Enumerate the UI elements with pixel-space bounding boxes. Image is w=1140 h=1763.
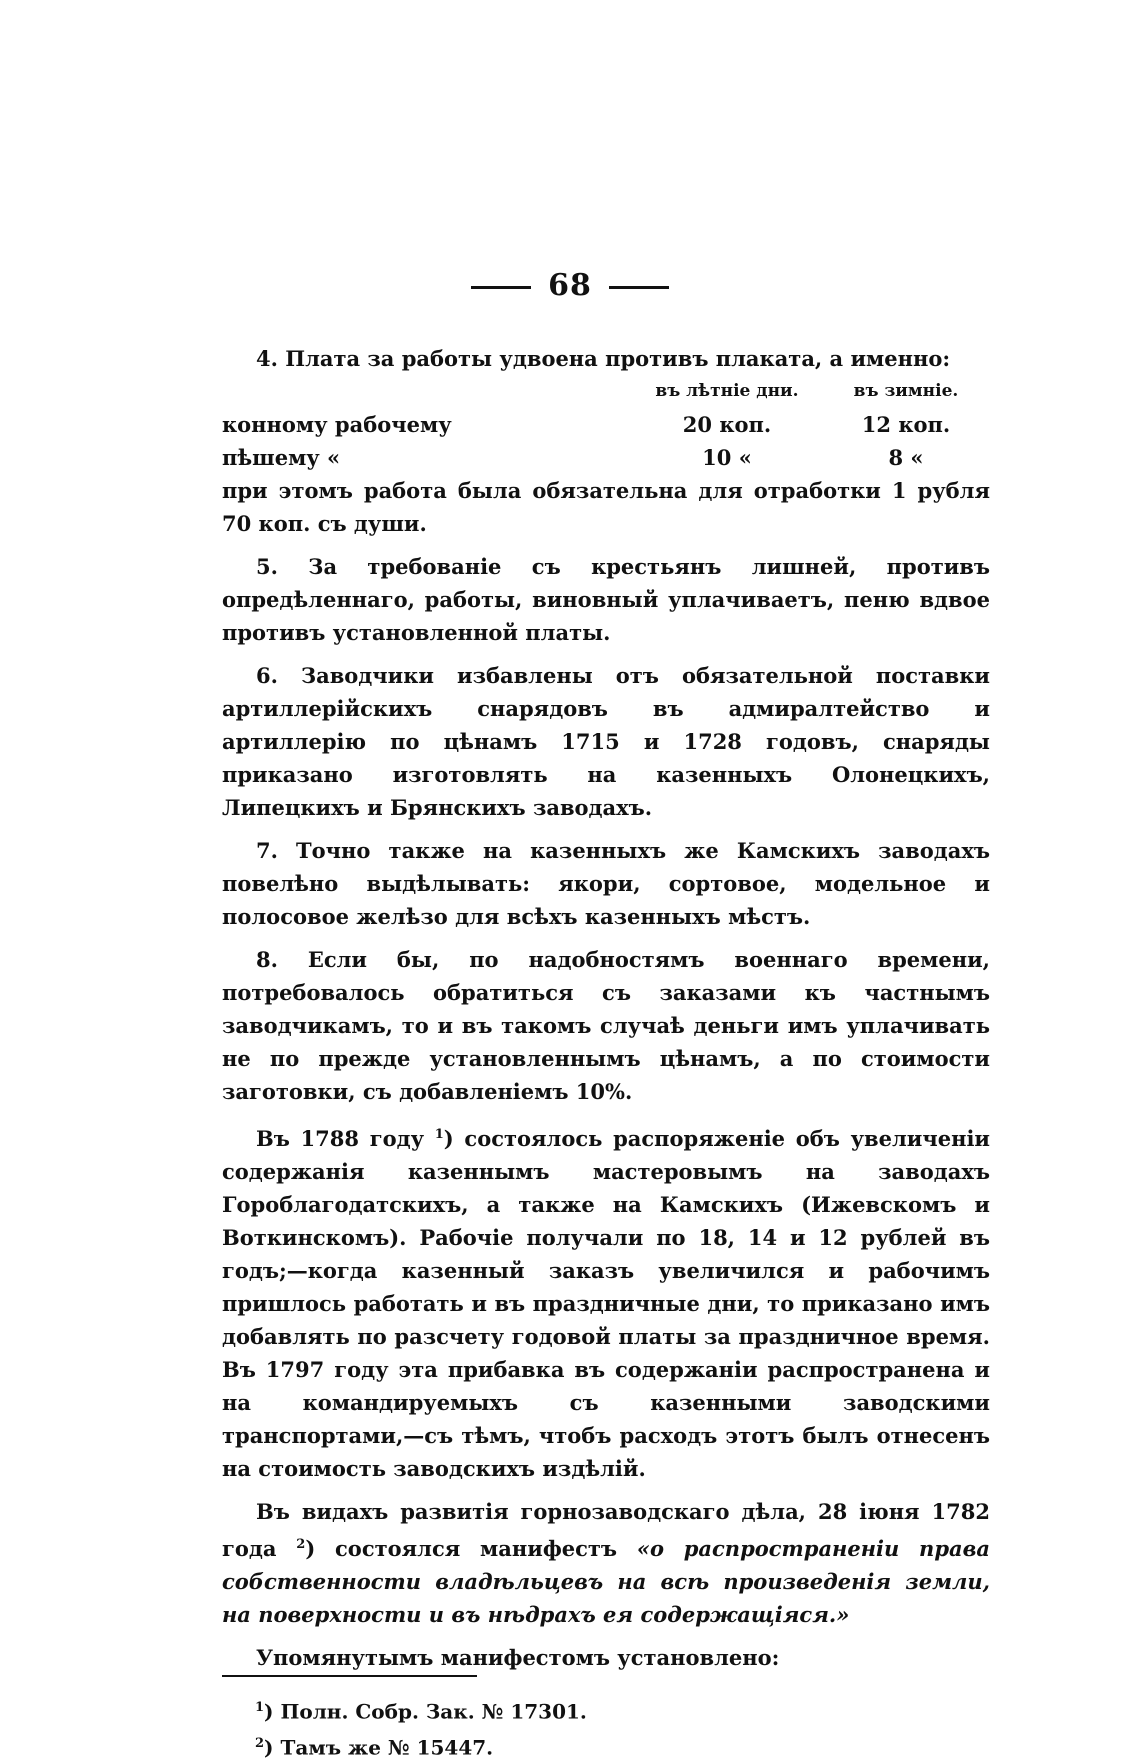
wage-row-summer: 20 коп. [682, 412, 772, 437]
paragraph-4-end: при этомъ работа была обязательна для отработки 1 рубля 70 коп. съ души. [222, 478, 990, 536]
wage-row-label: конному рабочему [222, 412, 452, 437]
wage-row [222, 441, 990, 474]
wage-row-summer: 10 « [702, 445, 752, 470]
wage-row-winter: 8 « [888, 445, 924, 470]
item-4-title: 4. Плата за работы удвоена противъ плаката, а именно: [256, 346, 951, 371]
paragraph-6: 6. Заводчики избавлены отъ обязательной поставки артиллерійскихъ снарядовъ въ адмиралтейство и артиллерію по цѣнамъ 1715 и 1728 годовъ, снаряды приказано изготовлять на казенныхъ Олонецкихъ, Липецкихъ и Брянскихъ заводахъ. [222, 663, 990, 820]
header-summer: въ лѣтніе дни. [655, 381, 799, 401]
paragraph-1788: Въ 1788 году $^1$) состоялось распоряженіе объ увеличеніи содержанія казеннымъ мастеровымъ на заводахъ Гороблагодатскихъ, а также на Камскихъ (Ижевскомъ и Воткинскомъ). Рабочіе получали по 18, 14 и 12 рублей въ годъ;—когда казенный заказъ увеличился и рабочимъ пришлось работать и въ праздничные дни, то приказано имъ добавлять по разсчету годовой платы за праздничное время. Въ 1797 году эта прибавка въ содержаніи распространена и на командируемыхъ съ казенными заводскими транспортами,—съ тѣмъ, чтобъ расходъ этотъ былъ отнесенъ на стоимость заводскихъ издѣлій. [222, 1126, 990, 1481]
footnote: $^2$) Тамъ же № 15447. [255, 1735, 494, 1760]
wage-row-winter: 12 коп. [861, 412, 951, 437]
paragraph-established: Упомянутымъ манифестомъ установлено: [256, 1645, 780, 1670]
footnote: $^1$) Полн. Собр. Зак. № 17301. [255, 1699, 587, 1724]
wage-table-header [222, 375, 990, 408]
paragraph-manifest: Въ видахъ развитія горнозаводскаго дѣла, 28 іюня 1782 года $^2$) состоялся манифестъ «о распространеніи права собственности владѣльцевъ на всѣ произведенія земли, на поверхности и въ нѣдрахъ ея содержащіяся.» [222, 1499, 991, 1627]
page-body [222, 342, 990, 1674]
ornament-left [471, 286, 531, 289]
footnotes [255, 1692, 587, 1763]
footnote-ref-1: 1 [434, 1127, 444, 1142]
paragraph-8: 8. Если бы, по надобностямъ военнаго времени, потребовалось обратиться съ заказами къ частнымъ заводчикамъ, то и въ такомъ случаѣ деньги имъ уплачивать не по прежде установленнымъ цѣнамъ, а по стоимости заготовки, съ добавленіемъ 10%. [222, 947, 990, 1104]
paragraph-7: 7. Точно также на казенныхъ же Камскихъ заводахъ повелѣно выдѣлывать: якори, сортовое, модельное и полосовое желѣзо для всѣхъ казенныхъ мѣстъ. [222, 838, 990, 929]
page-number-header [0, 268, 1140, 303]
wage-row [222, 408, 990, 441]
manifest-title: «о распространеніи права собственности владѣльцевъ на всѣ произведенія земли, на поверхности и въ нѣдрахъ ея содержащіяся.» [222, 1536, 991, 1627]
footnote-divider [222, 1675, 477, 1677]
wage-row-label: пѣшему « [222, 445, 341, 470]
page-number: 68 [548, 268, 592, 303]
ornament-right [609, 286, 669, 289]
paragraph-5: 5. За требованіе съ крестьянъ лишней, противъ опредѣленнаго, работы, виновный уплачиваетъ, пеню вдвое противъ установленной платы. [222, 554, 990, 645]
footnote-ref-2: 2 [296, 1537, 306, 1552]
header-winter: въ зимніе. [853, 381, 959, 401]
